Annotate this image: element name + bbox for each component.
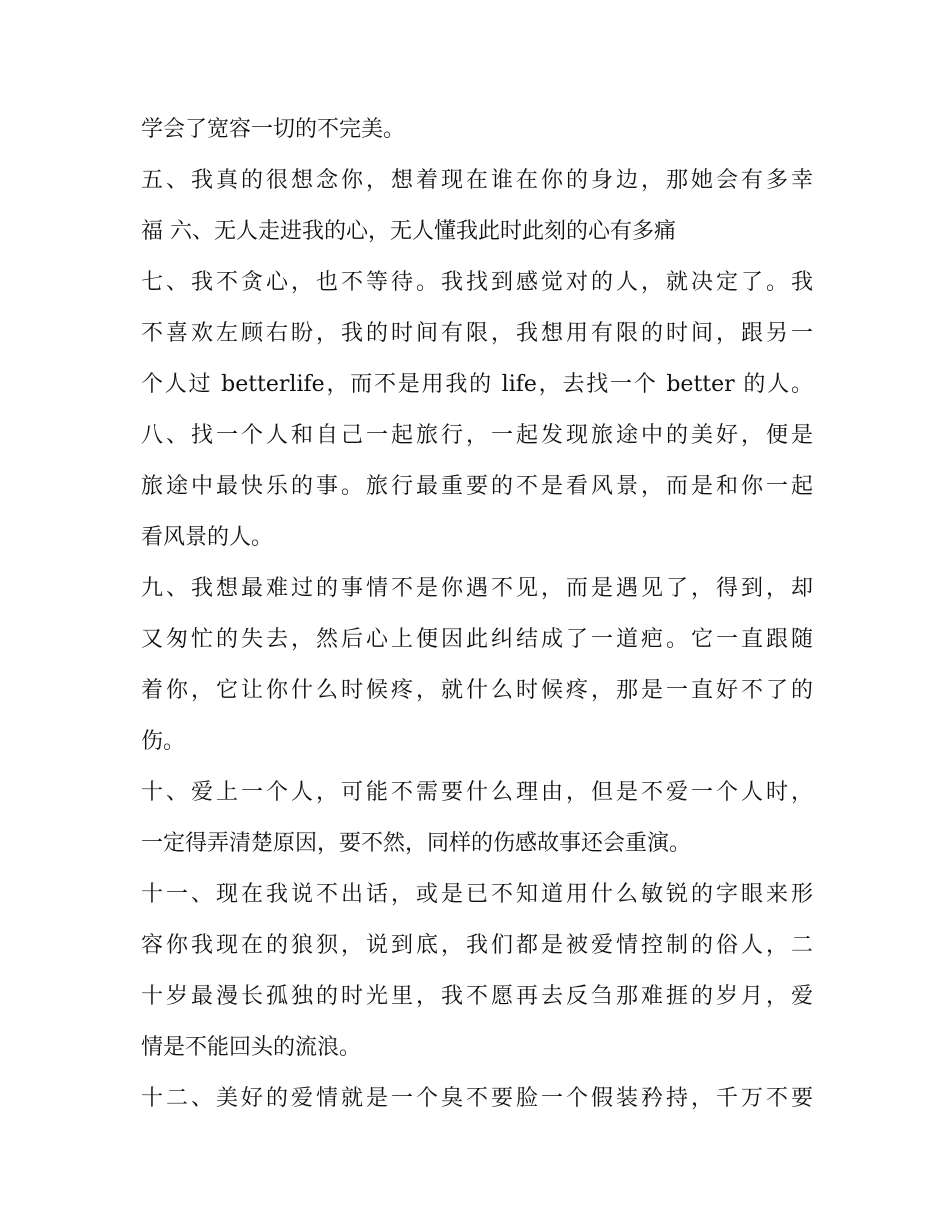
text-line: 九、我想最难过的事情不是你遇不见，而是遇见了，得到，却 [141,576,813,601]
document-body [141,104,813,1124]
text-line: 八、找一个人和自己一起旅行，一起发现旅途中的美好，便是 [141,423,813,448]
text-line: 容你我现在的狼狈，说到底，我们都是被爱情控制的俗人，二 [141,933,813,958]
text-line: 情是不能回头的流浪。 [141,1035,362,1060]
text-line: 旅途中最快乐的事。旅行最重要的不是看风景，而是和你一起 [141,474,813,499]
text-line: 十一、现在我说不出话，或是已不知道用什么敏锐的字眼来形 [141,882,813,907]
text-line: 不喜欢左顾右盼，我的时间有限，我想用有限的时间，跟另一 [141,321,813,346]
text-line: 十、爱上一个人，可能不需要什么理由，但是不爱一个人时， [141,780,813,805]
text-line: 十二、美好的爱情就是一个臭不要脸一个假装矜持，千万不要 [141,1086,813,1111]
text-line: 伤。 [141,729,186,754]
text-line: 着你，它让你什么时候疼，就什么时候疼，那是一直好不了的 [141,678,813,703]
text-line: 看风景的人。 [141,525,274,550]
text-line: 福 六、无人走进我的心，无人懂我此时此刻的心有多痛 [141,219,676,244]
text-line: 七、我不贪心，也不等待。我找到感觉对的人，就决定了。我 [141,270,813,295]
text-line: 一定得弄清楚原因，要不然，同样的伤感故事还会重演。 [141,831,692,856]
text-line: 又匆忙的失去，然后心上便因此纠结成了一道疤。它一直跟随 [141,627,813,652]
text-line: 个人过 betterlife，而不是用我的 life，去找一个 better 的人。 [141,372,813,397]
text-line: 十岁最漫长孤独的时光里，我不愿再去反刍那难捱的岁月，爱 [141,984,813,1009]
text-line: 学会了宽容一切的不完美。 [141,117,406,142]
text-line: 五、我真的很想念你，想着现在谁在你的身边，那她会有多幸 [141,168,813,193]
